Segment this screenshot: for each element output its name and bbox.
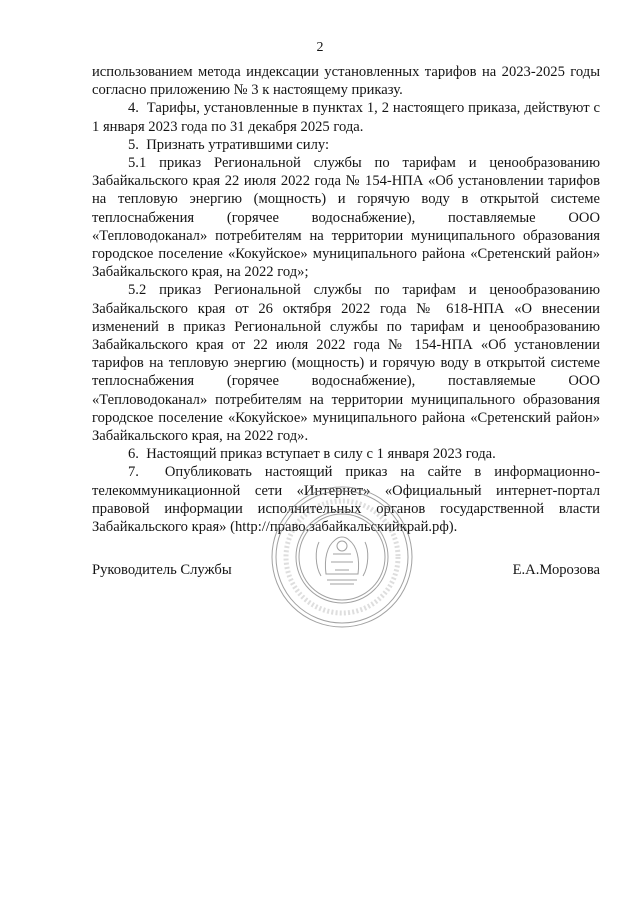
paragraph-item-6: 6. Настоящий приказ вступает в силу с 1 января 2023 года. [128,446,496,463]
paragraph-item-4: 4. Тарифы, установленные в пунктах 1, 2 настоящего приказа, действуют с 1 января 2023 года по 31 декабря 2025 года. [92,100,600,135]
paragraph-continuation: использованием метода индексации установленных тарифов на 2023-2025 годы согласно приложению № 3 к настоящему приказу. [92,64,600,99]
paragraph-item-7: 7. Опубликовать настоящий приказ на сайте в информационно-телекоммуникационной сети «Интернет» «Официальный интернет-портал правовой информации исполнительных органов государственной власти Забайкальского края» (http://право.забайкальскийкрай.рф). [92,464,600,536]
paragraph-item-5-1: 5.1 приказ Региональной службы по тарифам и ценообразованию Забайкальского края 22 июля 2022 года № 154-НПА «Об установлении тарифов на тепловую энергию (мощность) и горячую воду в открытой системе теплоснабжения (горячее водоснабжение), поставляемые ООО «Тепловодоканал» потребителям на территории муниципального образования городское поселение «Кокуйское» муниципального района «Сретенский район» Забайкальского края, на 2022 год»; [92,155,600,281]
page-number: 2 [316,40,324,55]
paragraph-item-5-2: 5.2 приказ Региональной службы по тарифам и ценообразованию Забайкальского края от 26 октября 2022 года № 618-НПА «О внесении изменений в приказ Региональной службы по тарифам и ценообразованию Забайкальского края от 22 июля 2022 года № 154-НПА «Об установлении тарифов на тепловую энергию (мощность) и горячую воду в открытой системе теплоснабжения (горячее водоснабжение), поставляемые ООО «Тепловодоканал» потребителям на территории муниципального образования городское поселение «Кокуйское» муниципального района «Сретенский район» Забайкальского края, на 2022 год». [92,282,600,445]
official-stamp-seal [269,484,415,630]
signer-name: Е.А.Морозова [512,562,600,578]
paragraph-item-5: 5. Признать утратившими силу: [128,136,330,153]
signer-title: Руководитель Службы [92,562,232,578]
document-body [92,63,600,536]
